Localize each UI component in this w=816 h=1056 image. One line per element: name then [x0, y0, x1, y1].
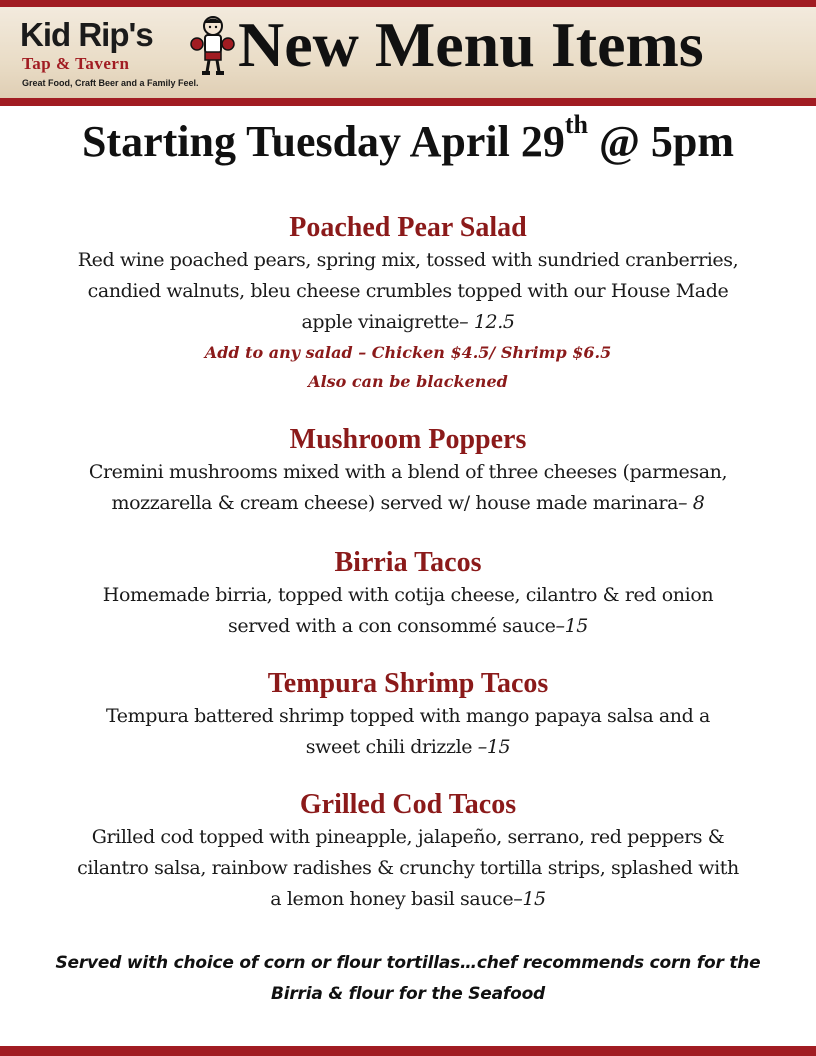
start-date-heading — [0, 110, 816, 167]
item-description-line: Cremini mushrooms mixed with a blend of three cheeses (parmesan, — [88, 461, 728, 483]
blackened-note: Also can be blackened — [308, 372, 508, 391]
menu-item-birria-tacos — [0, 546, 816, 642]
item-price: –15 — [477, 736, 511, 758]
logo-subtitle: Tap & Tavern — [22, 54, 130, 73]
item-title: Birria Tacos — [334, 547, 482, 578]
footnote-line: Birria & flour for the Seafood — [270, 984, 546, 1004]
header-banner — [0, 0, 816, 106]
item-description-line — [0, 611, 816, 642]
menu-item-tempura-shrimp-tacos — [0, 667, 816, 763]
item-title: Mushroom Poppers — [289, 424, 527, 455]
item-title: Poached Pear Salad — [289, 212, 527, 243]
menu-item-mushroom-poppers — [0, 423, 816, 519]
item-price: – 8 — [678, 492, 705, 514]
item-description-line: Homemade birria, topped with cotija cheese, cilantro & red onion — [102, 584, 714, 606]
kid-rips-logo — [18, 14, 233, 94]
item-description-line: Red wine poached pears, spring mix, tossed with sundried cranberries, — [77, 249, 739, 271]
add-on-note: Add to any salad – Chicken $4.5/ Shrimp $6.5 — [204, 343, 612, 362]
item-description-line — [0, 732, 816, 763]
start-date-ordinal: th — [564, 110, 588, 139]
item-description-line: Tempura battered shrimp topped with mango papaya salsa and a — [106, 705, 710, 727]
item-description-line — [0, 884, 816, 915]
item-description-text: served with a con consommé sauce — [228, 615, 556, 637]
boxer-icon — [188, 14, 236, 78]
header-bottom-stripe — [0, 98, 816, 106]
item-title: Tempura Shrimp Tacos — [267, 668, 549, 699]
item-price: –15 — [555, 615, 588, 637]
footnote-line: Served with choice of corn or flour tortillas…chef recommends corn for the — [55, 953, 761, 973]
header-title: New Menu Items — [238, 9, 704, 80]
menu-item-poached-pear-salad — [0, 211, 816, 396]
header-top-stripe — [0, 0, 816, 7]
item-description-line: Grilled cod topped with pineapple, jalapeño, serrano, red peppers & — [91, 826, 725, 848]
item-description-line: candied walnuts, bleu cheese crumbles topped with our House Made — [87, 280, 729, 302]
item-description-text: apple vinaigrette — [301, 311, 460, 333]
tortilla-footnote — [0, 948, 816, 1010]
start-date-prefix: Starting Tuesday April 29 — [81, 117, 565, 166]
item-description-text: sweet chili drizzle — [305, 736, 478, 758]
start-date-suffix: @ 5pm — [587, 117, 735, 166]
item-description-line: cilantro salsa, rainbow radishes & crunchy tortilla strips, splashed with — [77, 857, 739, 879]
item-description-line — [0, 488, 816, 519]
item-description-text: mozzarella & cream cheese) served w/ house made marinara — [111, 492, 679, 514]
logo-tagline: Great Food, Craft Beer and a Family Feel. — [22, 78, 199, 88]
item-description-line — [0, 307, 816, 338]
bottom-stripe — [0, 1046, 816, 1056]
item-description-text: a lemon honey basil sauce — [270, 888, 514, 910]
logo-name: Kid Rip's — [20, 16, 153, 53]
item-price: –15 — [513, 888, 546, 910]
menu-item-grilled-cod-tacos — [0, 788, 816, 915]
item-title: Grilled Cod Tacos — [299, 789, 517, 820]
item-price: – 12.5 — [459, 311, 515, 333]
